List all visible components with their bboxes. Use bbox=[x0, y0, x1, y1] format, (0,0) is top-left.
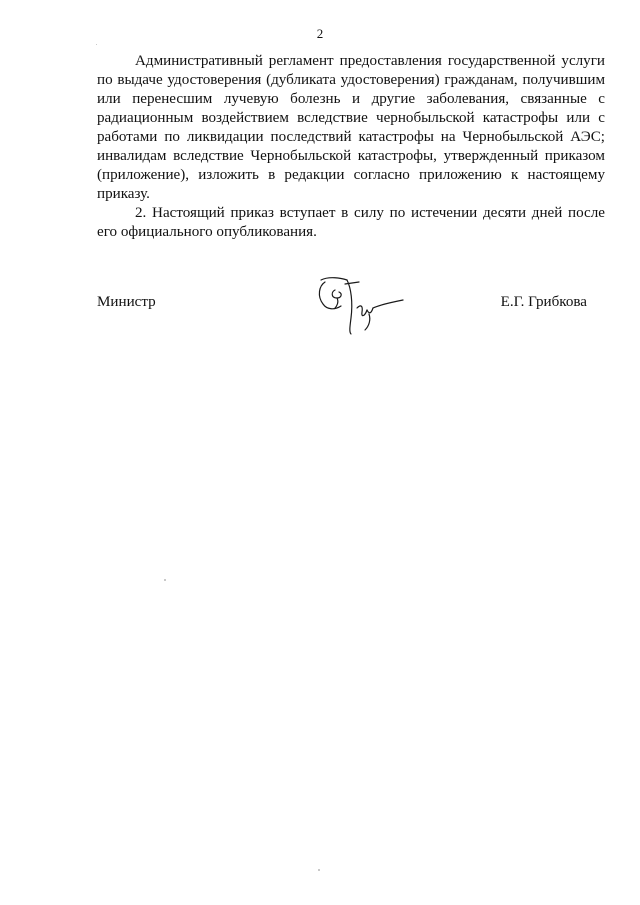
scan-speck bbox=[96, 44, 97, 45]
handwritten-signature bbox=[307, 268, 417, 338]
document-body bbox=[97, 52, 605, 242]
scan-speck bbox=[164, 579, 166, 581]
signatory-role: Министр bbox=[97, 294, 156, 310]
scan-speck bbox=[318, 869, 320, 871]
signatory-name: Е.Г. Грибкова bbox=[500, 294, 587, 310]
paragraph-effective-date: 2. Настоящий приказ вступает в силу по истечении десяти дней после его официального опубликования. bbox=[97, 205, 605, 240]
page-number: 2 bbox=[316, 26, 324, 41]
paragraph-regulation-amendment: Административный регламент предоставления государственной услуги по выдаче удостоверения (дубликата удостоверения) гражданам, получившим или перенесшим лучевую болезнь и другие заболевания, связанные с радиационным воздействием вследствие чернобыльской катастрофы или с работами по ликвидации последствий катастрофы на Чернобыльской АЭС; инвалидам вследствие Чернобыльской катастрофы, утвержденный приказом (приложение), изложить в редакции согласно приложению к настоящему приказу. bbox=[97, 53, 605, 202]
signature-block bbox=[97, 262, 587, 342]
